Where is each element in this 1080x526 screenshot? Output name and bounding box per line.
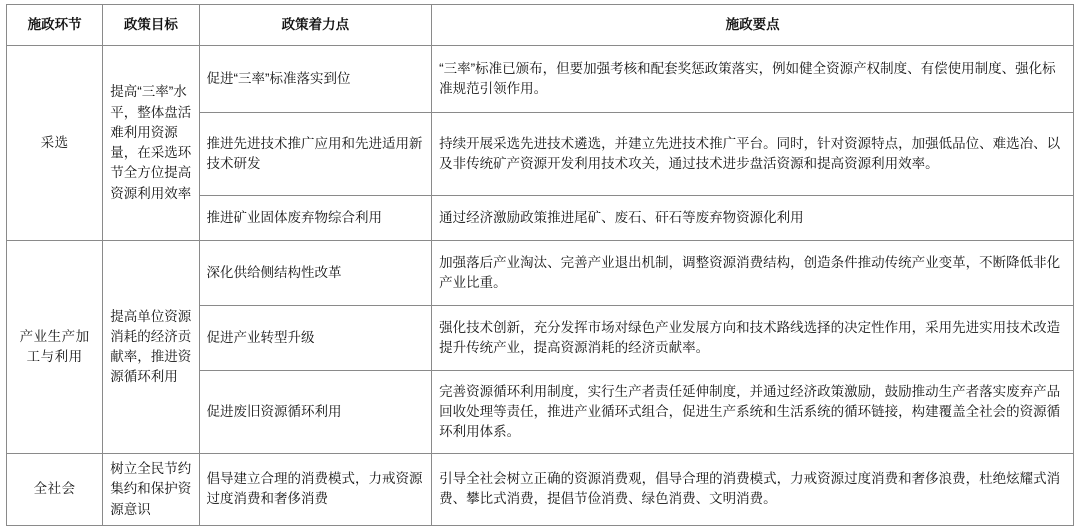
cell-focus: 推进先进技术推广应用和先进适用新技术研发 [199,113,432,196]
column-header-goal: 政策目标 [103,5,199,46]
cell-points: “三率”标准已颁布，但要加强考核和配套奖惩政策落实，例如健全资源产权制度、有偿使用制度、强化标准规范引领作用。 [432,46,1074,113]
cell-focus: 深化供给侧结构性改革 [199,241,432,306]
table-body [7,46,1074,526]
table-header-row [7,5,1074,46]
cell-points: 完善资源循环利用制度，实行生产者责任延伸制度，并通过经济政策激励，鼓励推动生产者落实废弃产品回收处理等责任，推进产业循环式组合，促进生产系统和生活系统的循环链接，构建覆盖全社会的资源循环利用体系。 [432,371,1074,454]
cell-goal-mining: 提高“三率”水平，整体盘活难利用资源量，在采选环节全方位提高资源利用效率 [103,46,199,241]
cell-focus: 促进“三率”标准落实到位 [199,46,432,113]
column-header-link: 施政环节 [7,5,103,46]
policy-table [6,4,1074,526]
cell-points: 引导全社会树立正确的资源消费观，倡导合理的消费模式，力戒资源过度消费和奢侈浪费，杜绝炫耀式消费、攀比式消费，提倡节俭消费、绿色消费、文明消费。 [432,454,1074,526]
cell-points: 持续开展采选先进技术遴选，并建立先进技术推广平台。同时，针对资源特点，加强低品位、难选冶、以及非传统矿产资源开发利用技术攻关，通过技术进步盘活资源和提高资源利用效率。 [432,113,1074,196]
cell-points: 加强落后产业淘汰、完善产业退出机制，调整资源消费结构，创造条件推动传统产业变革，不断降低非化产业比重。 [432,241,1074,306]
table-row [7,46,1074,113]
cell-points: 通过经济激励政策推进尾矿、废石、矸石等废弃物资源化利用 [432,196,1074,241]
table-row [7,241,1074,306]
cell-link-industry: 产业生产加工与利用 [7,241,103,454]
cell-focus: 促进废旧资源循环利用 [199,371,432,454]
cell-focus: 推进矿业固体废弃物综合利用 [199,196,432,241]
table-row [7,454,1074,526]
column-header-focus: 政策着力点 [199,5,432,46]
cell-link-mining: 采选 [7,46,103,241]
cell-goal-industry: 提高单位资源消耗的经济贡献率，推进资源循环利用 [103,241,199,454]
cell-points: 强化技术创新，充分发挥市场对绿色产业发展方向和技术路线选择的决定性作用，采用先进实用技术改造提升传统产业，提高资源消耗的经济贡献率。 [432,306,1074,371]
cell-link-society: 全社会 [7,454,103,526]
column-header-points: 施政要点 [432,5,1074,46]
cell-focus: 促进产业转型升级 [199,306,432,371]
cell-focus: 倡导建立合理的消费模式，力戒资源过度消费和奢侈消费 [199,454,432,526]
table-header [7,5,1074,46]
cell-goal-society: 树立全民节约集约和保护资源意识 [103,454,199,526]
